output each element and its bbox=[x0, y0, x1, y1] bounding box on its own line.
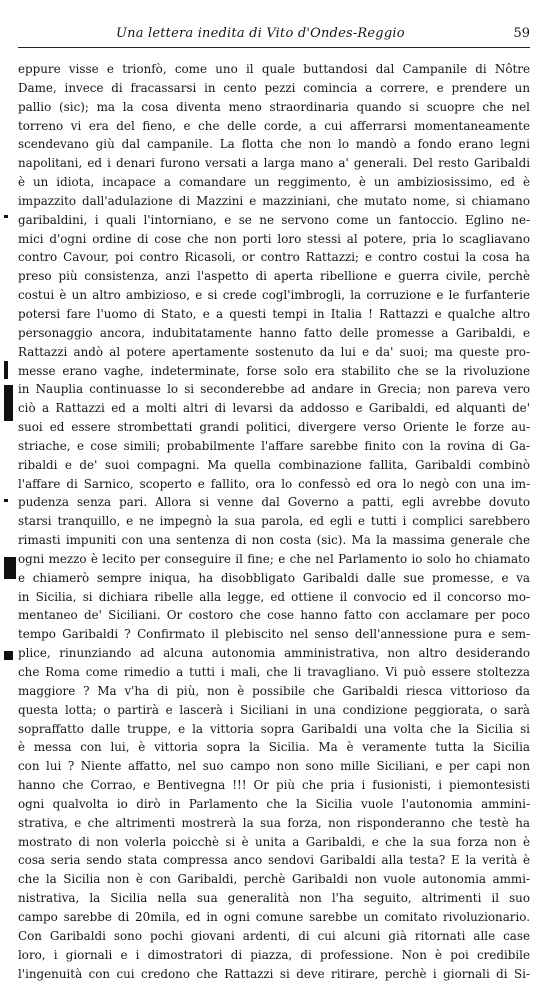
text-line: starsi tranquillo, e ne impegnò la sua parola, ed egli e tutti i complici sarebbero bbox=[18, 512, 530, 531]
text-line: impazzito dall'adulazione di Mazzini e mazziniani, che mutato nome, si chiamano bbox=[18, 192, 530, 211]
text-line: l'ingenuità con cui credono che Rattazzi si deve ritirare, perchè i giornali di Si- bbox=[18, 965, 530, 983]
text-line: garibaldini, i quali l'intorniano, e se ne servono come un fantoccio. Eglino ne- bbox=[18, 211, 530, 230]
text-line: ciò a Rattazzi ed a molti altri di levarsi da addosso e Garibaldi, ed alquanti de' bbox=[18, 399, 530, 418]
margin-mark bbox=[4, 215, 8, 218]
text-line: Rattazzi andò al potere apertamente sostenuto da lui e da' suoi; ma queste pro- bbox=[18, 343, 530, 362]
text-line: eppure visse e trionfò, come uno il quale buttandosi dal Campanile di Nôtre bbox=[18, 60, 530, 79]
text-line: mostrato di non volerla poicchè si è unita a Garibaldi, e che la sua forza non è bbox=[18, 833, 530, 852]
text-line: strativa, e che altrimenti mostrerà la sua forza, non risponderanno che testè ha bbox=[18, 814, 530, 833]
text-line: è un idiota, incapace a comandare un reggimento, è un ambiziosissimo, ed è bbox=[18, 173, 530, 192]
margin-mark bbox=[4, 557, 16, 579]
text-line: sopraffatto dalle truppe, e la vittoria sopra Garibaldi una volta che la Sicilia si bbox=[18, 720, 530, 739]
text-line: rimasti impuniti con una sentenza di non costa (sic). Ma la massima generale che bbox=[18, 531, 530, 550]
header-rule bbox=[18, 47, 530, 48]
text-line: che la Sicilia non è con Garibaldi, perchè Garibaldi non vuole autonomia ammi- bbox=[18, 870, 530, 889]
text-line: mici d'ogni ordine di cose che non porti loro stessi al potere, pria lo scagliavano bbox=[18, 230, 530, 249]
body-text bbox=[18, 60, 530, 983]
text-line: personaggio ancora, indubitatamente hanno fatto delle promesse a Garibaldi, e bbox=[18, 324, 530, 343]
text-line: suoi ed essere strombettati grandi politici, divergere verso Oriente le forze au- bbox=[18, 418, 530, 437]
text-line: hanno che Corrao, e Bentivegna !!! Or più che pria i fusionisti, i piemontesisti bbox=[18, 776, 530, 795]
text-line: costui è un altro ambizioso, e si crede cogl'imbrogli, la corruzione e le furfanterie bbox=[18, 286, 530, 305]
text-line: e chiamerò sempre iniqua, ha disobbligato Garibaldi dalle sue promesse, e va bbox=[18, 569, 530, 588]
text-line: tempo Garibaldi ? Confirmato il plebiscito nel senso dell'annessione pura e sem- bbox=[18, 625, 530, 644]
text-line: ribaldi e de' suoi compagni. Ma quella combinazione fallita, Garibaldi combinò bbox=[18, 456, 530, 475]
text-line: pallio (sic); ma la cosa diventa meno straordinaria quando si scuopre che nel bbox=[18, 98, 530, 117]
text-line: ogni mezzo è lecito per conseguire il fine; e che nel Parlamento io solo ho chiamato bbox=[18, 550, 530, 569]
text-line: scendevano giù dal campanile. La flotta che non lo mandò a fondo erano legni bbox=[18, 135, 530, 154]
text-line: cosa seria sendo stata compressa anco sendovi Garibaldi alla testa? E la verità è bbox=[18, 851, 530, 870]
text-line: in Nauplia continuasse lo si seconderebbe ad andare in Grecia; non pareva vero bbox=[18, 380, 530, 399]
text-line: striache, e cose simili; probabilmente l'affare sarebbe finito con la rovina di Ga- bbox=[18, 437, 530, 456]
text-line: l'affare di Sarnico, scoperto e fallito, ora lo confessò ed ora lo negò con una im- bbox=[18, 475, 530, 494]
text-line: in Sicilia, si dichiara ribelle alla legge, ed ottiene il convocio ed il concorso mo- bbox=[18, 588, 530, 607]
text-line: messe erano vaghe, indeterminate, forse solo era stabilito che se la rivoluzione bbox=[18, 362, 530, 381]
text-line: che Roma come rimedio a tutti i mali, che li travagliano. Vi può essere stoltezza bbox=[18, 663, 530, 682]
text-line: questa lotta; o partirà e lascerà i Siciliani in una condizione peggiorata, o sarà bbox=[18, 701, 530, 720]
text-line: ogni qualvolta io dirò in Parlamento che la Sicilia vuole l'autonomia ammini- bbox=[18, 795, 530, 814]
text-line: plice, rinunziando ad alcuna autonomia amministrativa, non altro desiderando bbox=[18, 644, 530, 663]
text-line: pudenza senza pari. Allora si venne dal Governo a patti, egli avrebbe dovuto bbox=[18, 493, 530, 512]
margin-mark bbox=[4, 361, 8, 379]
running-title: Una lettera inedita di Vito d'Ondes-Reggio bbox=[116, 26, 405, 41]
page-header bbox=[18, 26, 530, 48]
text-line: con lui ? Niente affatto, nel suo campo non sono mille Siciliani, e per capi non bbox=[18, 757, 530, 776]
text-line: napolitani, ed i denari furono versati a larga mano a' generali. Del resto Garibaldi bbox=[18, 154, 530, 173]
text-line: campo sarebbe di 20mila, ed in ogni comune sarebbe un comitato rivoluzionario. bbox=[18, 908, 530, 927]
text-line: preso più consistenza, anzi l'aspetto di aperta ribellione e guerra civile, perchè bbox=[18, 267, 530, 286]
margin-mark bbox=[4, 651, 13, 660]
text-line: contro Cavour, poi contro Ricasoli, or contro Rattazzi; e contro costui la cosa ha bbox=[18, 248, 530, 267]
text-line: potersi fare l'uomo di Stato, e a questi tempi in Italia ! Rattazzi e qualche altro bbox=[18, 305, 530, 324]
text-line: maggiore ? Ma v'ha di più, non è possibile che Garibaldi riesca vittorioso da bbox=[18, 682, 530, 701]
page-number: 59 bbox=[513, 26, 530, 41]
text-line: Con Garibaldi sono pochi giovani ardenti, di cui alcuni già ritornati alle case bbox=[18, 927, 530, 946]
text-line: torreno vi era del fieno, e che delle corde, a cui afferrarsi momentaneamente bbox=[18, 117, 530, 136]
text-line: mentaneo de' Siciliani. Or costoro che cose hanno fatto con acclamare per poco bbox=[18, 606, 530, 625]
text-line: loro, i giornali e i dimostratori di piazza, di professione. Non è poi credibile bbox=[18, 946, 530, 965]
text-line: è messa con lui, è vittoria sopra la Sicilia. Ma è veramente tutta la Sicilia bbox=[18, 738, 530, 757]
margin-mark bbox=[4, 385, 13, 421]
margin-mark bbox=[4, 499, 8, 502]
text-line: nistrativa, la Sicilia nella sua generalità non l'ha seguito, altrimenti il suo bbox=[18, 889, 530, 908]
text-line: Dame, invece di fracassarsi in cento pezzi comincia a correre, e prendere un bbox=[18, 79, 530, 98]
